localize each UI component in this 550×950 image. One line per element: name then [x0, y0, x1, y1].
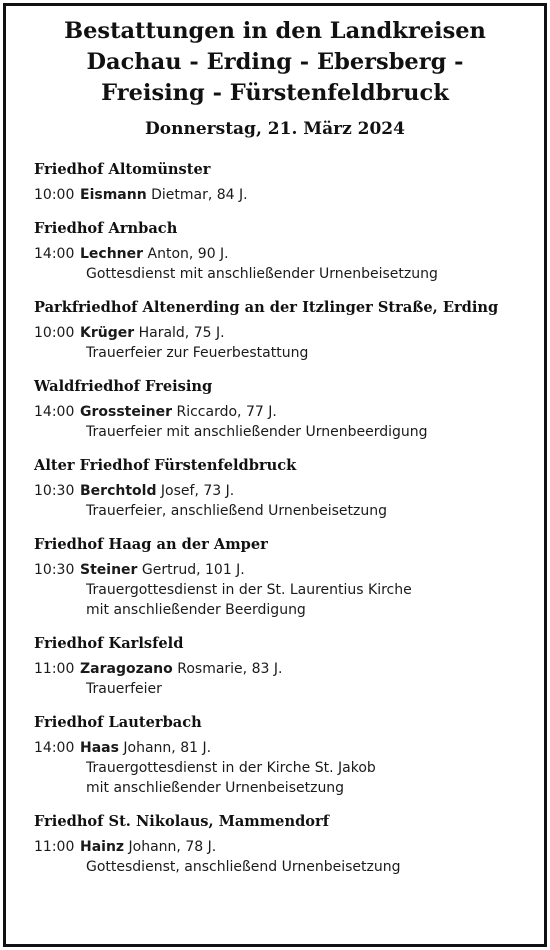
cemetery-section — [34, 634, 536, 699]
notice-title-line: Bestattungen in den Landkreisen — [64, 18, 486, 44]
cemetery-section — [34, 456, 536, 521]
cemetery-section — [34, 298, 536, 363]
deceased-firstname-age: Rosmarie, 83 J. — [172, 661, 283, 677]
deceased-surname: Grossteiner — [80, 404, 173, 420]
deceased-surname: Lechner — [80, 246, 144, 262]
entry-line — [34, 659, 536, 679]
deceased-firstname-age: Gertrud, 101 J. — [137, 562, 245, 578]
funeral-entry — [34, 481, 536, 521]
funeral-time: 11:00 — [34, 839, 75, 855]
deceased-firstname-age: Johann, 81 J. — [118, 740, 212, 756]
ceremony-details: mit anschließender Urnenbeisetzung — [86, 780, 345, 796]
cemetery-name: Friedhof Karlsfeld — [34, 635, 184, 652]
entry-line — [34, 185, 536, 205]
deceased-surname: Haas — [80, 740, 119, 756]
notice-header — [6, 16, 544, 140]
cemetery-name: Friedhof St. Nikolaus, Mammendorf — [34, 813, 329, 830]
ceremony-details: Gottesdienst, anschließend Urnenbeisetzung — [86, 859, 401, 875]
deceased-firstname-age: Riccardo, 77 J. — [172, 404, 277, 420]
deceased-firstname-age: Dietmar, 84 J. — [146, 187, 248, 203]
funeral-time: 10:30 — [34, 483, 75, 499]
deceased-surname: Steiner — [80, 562, 138, 578]
funeral-entry — [34, 185, 536, 205]
notice-date: Donnerstag, 21. März 2024 — [145, 119, 405, 139]
cemetery-name: Friedhof Haag an der Amper — [34, 536, 268, 553]
notice-title-line: Dachau - Erding - Ebersberg - — [86, 49, 464, 75]
cemetery-name: Friedhof Arnbach — [34, 220, 178, 237]
deceased-surname: Eismann — [80, 187, 147, 203]
cemetery-name: Alter Friedhof Fürstenfeldbruck — [34, 457, 297, 474]
ceremony-details: Trauerfeier zur Feuerbestattung — [86, 345, 309, 361]
deceased-firstname-age: Johann, 78 J. — [124, 839, 217, 855]
ceremony-details: Trauergottesdienst in der Kirche St. Jakob — [86, 760, 376, 776]
funeral-entry — [34, 560, 536, 620]
funeral-time: 14:00 — [34, 246, 75, 262]
ceremony-details: mit anschließender Beerdigung — [86, 602, 306, 618]
ceremony-details: Trauerfeier — [86, 681, 162, 697]
notice-title-line: Freising - Fürstenfeldbruck — [101, 80, 449, 106]
cemetery-section — [34, 812, 536, 877]
funeral-entry — [34, 323, 536, 363]
cemetery-section — [34, 713, 536, 798]
funeral-listings — [34, 160, 536, 891]
cemetery-name: Parkfriedhof Altenerding an der Itzlinger Straße, Erding — [34, 299, 499, 316]
funeral-entry — [34, 402, 536, 442]
funeral-entry — [34, 244, 536, 284]
funeral-time: 11:00 — [34, 661, 75, 677]
funeral-time: 10:00 — [34, 325, 75, 341]
funeral-entry — [34, 659, 536, 699]
funeral-time: 10:00 — [34, 187, 75, 203]
ceremony-details: Gottesdienst mit anschließender Urnenbeisetzung — [86, 266, 438, 282]
entry-line — [34, 560, 536, 580]
funeral-time: 14:00 — [34, 740, 75, 756]
funeral-time: 14:00 — [34, 404, 75, 420]
entry-line — [34, 481, 536, 501]
deceased-surname: Krüger — [80, 325, 135, 341]
entry-line — [34, 837, 536, 857]
entry-line — [34, 738, 536, 758]
notice-frame — [3, 3, 547, 947]
cemetery-section — [34, 377, 536, 442]
deceased-firstname-age: Anton, 90 J. — [143, 246, 229, 262]
funeral-entry — [34, 738, 536, 798]
deceased-firstname-age: Josef, 73 J. — [156, 483, 235, 499]
cemetery-section — [34, 535, 536, 620]
deceased-surname: Berchtold — [80, 483, 157, 499]
ceremony-details: Trauergottesdienst in der St. Laurentius Kirche — [86, 582, 412, 598]
entry-line — [34, 244, 536, 264]
deceased-surname: Zaragozano — [80, 661, 173, 677]
funeral-entry — [34, 837, 536, 877]
cemetery-section — [34, 160, 536, 205]
cemetery-name: Waldfriedhof Freising — [34, 378, 213, 395]
deceased-surname: Hainz — [80, 839, 125, 855]
cemetery-name: Friedhof Altomünster — [34, 161, 211, 178]
cemetery-section — [34, 219, 536, 284]
ceremony-details: Trauerfeier mit anschließender Urnenbeerdigung — [86, 424, 428, 440]
ceremony-details: Trauerfeier, anschließend Urnenbeisetzung — [86, 503, 388, 519]
entry-line — [34, 323, 536, 343]
funeral-time: 10:30 — [34, 562, 75, 578]
deceased-firstname-age: Harald, 75 J. — [134, 325, 225, 341]
entry-line — [34, 402, 536, 422]
cemetery-name: Friedhof Lauterbach — [34, 714, 202, 731]
